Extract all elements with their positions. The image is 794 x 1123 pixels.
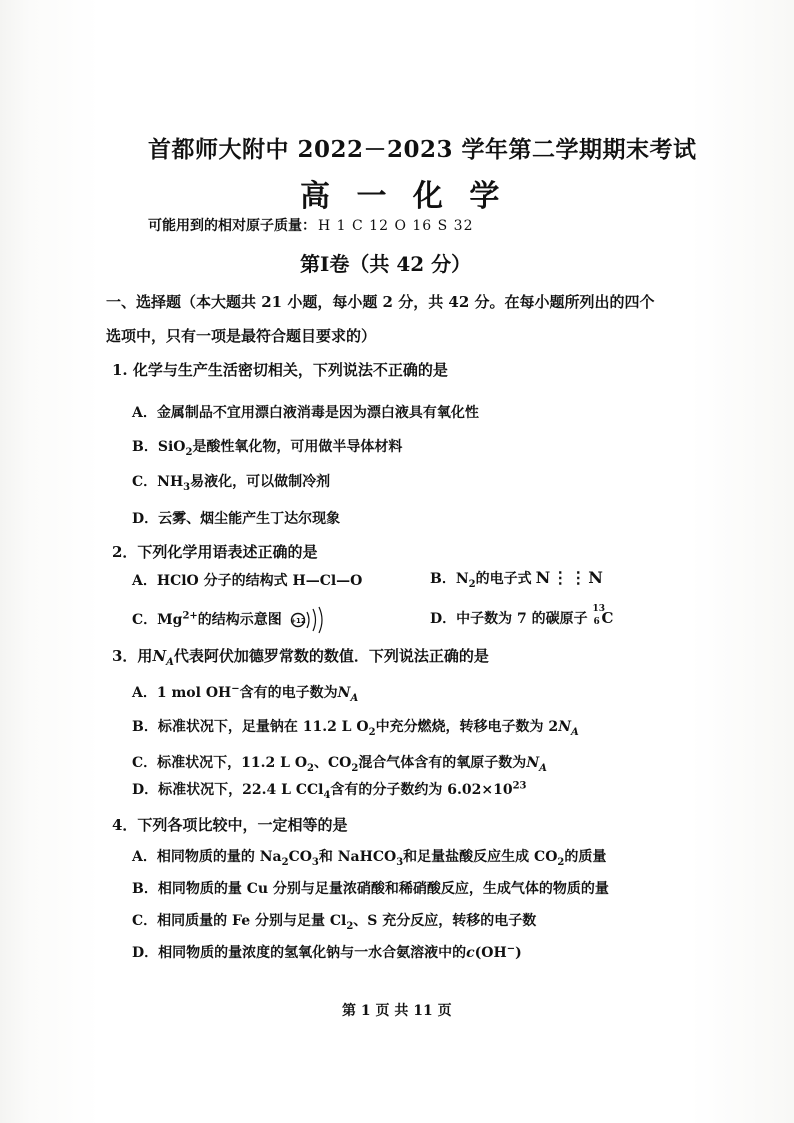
atomic-masses-label: 可能用到的相对原子质量： — [148, 218, 316, 234]
question-4-option-d: D．相同物质的量浓度的氢氧化钠与一水合氨溶液中的c(OH−) — [132, 943, 522, 961]
question-3-stem: 3．用$N_A$代表阿伏加德罗常数的数值．下列说法正确的是 — [112, 647, 489, 668]
carbon-isotope-notation: 13 6 C — [592, 604, 614, 627]
section-title: 第Ⅰ卷（共 42 分） — [300, 252, 472, 276]
question-2-option-c: C．$Mg^{2+}$的结构示意图 +12 — [132, 606, 329, 634]
question-1-option-a: A．金属制品不宜用漂白液消毒是因为漂白液具有氧化性 — [132, 405, 479, 421]
question-4-option-a: A．相同物质的量的 $Na_2CO_3$和 NaHCO$_3$和足量盐酸反应生成 $CO_2$的质量 — [132, 849, 607, 868]
question-2-option-d: D．中子数为 7 的碳原子 13 6 C — [430, 604, 614, 627]
question-3-option-c: C．标准状况下，11.2 L $O_2$、$CO_2$混合气体含有的氧原子数为$N_A$ — [132, 755, 547, 774]
question-3-option-a: A．1 mol OH−含有的电子数为$N_A$ — [132, 683, 359, 704]
question-2-option-b: B．$N_2$的电子式 N⋮⋮N — [430, 568, 605, 590]
question-1-option-d: D．云雾、烟尘能产生丁达尔现象 — [132, 511, 341, 527]
atomic-masses — [148, 215, 474, 235]
question-3-option-d: D．标准状况下，22.4 L CCl$_4$含有的分子数约为 $6.02\times 10^{23}$ — [132, 780, 527, 801]
exam-subject: 高 一 化 学 — [300, 179, 508, 214]
question-1-stem: 1. 化学与生产生活密切相关，下列说法不正确的是 — [112, 361, 448, 379]
question-2-stem: 2．下列化学用语表述正确的是 — [112, 543, 318, 561]
question-3-option-b: B．标准状况下，足量钠在 11.2 L $O_2$中充分燃烧，转移电子数为 $2N_A$ — [132, 719, 579, 738]
question-1-option-b: B．SiO$_2$是酸性氧化物，可用做半导体材料 — [132, 439, 403, 458]
page-number: 第 1 页 共 11 页 — [342, 1003, 452, 1019]
section-instruction-line1: 一、选择题（本大题共 21 小题，每小题 2 分，共 42 分。在每小题所列出的四个 — [106, 293, 655, 311]
question-4-option-b: B．相同物质的量 Cu 分别与足量浓硝酸和稀硝酸反应，生成气体的物质的量 — [132, 881, 609, 897]
svg-text:+12: +12 — [289, 617, 306, 625]
question-4-stem: 4．下列各项比较中，一定相等的是 — [112, 816, 348, 834]
question-4-option-c: C．相同质量的 Fe 分别与足量 $Cl_2$、S 充分反应，转移的电子数 — [132, 913, 537, 932]
mg-ion-structure-diagram-icon — [289, 606, 329, 634]
question-2-option-a: A．HClO 分子的结构式 H—Cl—O — [132, 573, 363, 589]
n2-lewis-structure: N⋮⋮N — [535, 568, 605, 587]
question-1-option-c: C．$NH_3$易液化，可以做制冷剂 — [132, 474, 331, 493]
exam-title: 首都师大附中 2022－2023 学年第二学期期末考试 — [148, 136, 697, 163]
atomic-masses-values: H 1 C 12 O 16 S 32 — [318, 218, 474, 234]
section-instruction-line2: 选项中，只有一项是最符合题目要求的） — [106, 327, 377, 345]
